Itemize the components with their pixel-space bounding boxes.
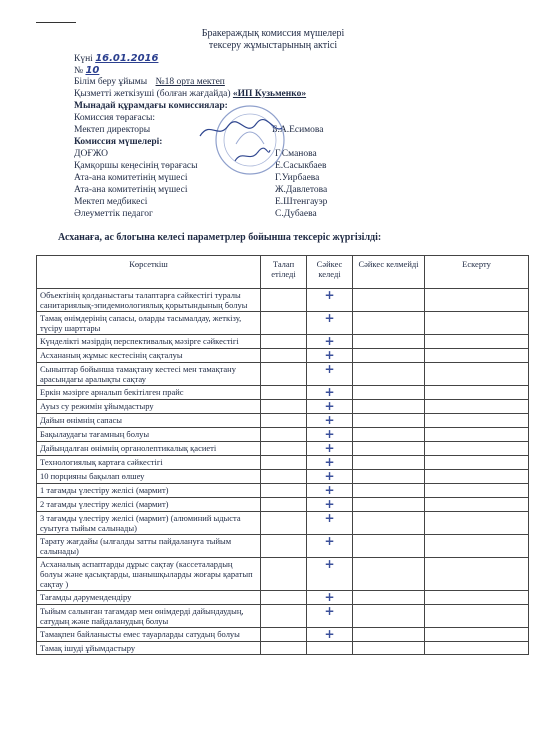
required-cell — [261, 628, 307, 642]
required-cell — [261, 512, 307, 535]
table-row — [37, 428, 529, 442]
column-header: Ескерту — [425, 256, 529, 289]
check-mark: + — [324, 469, 335, 483]
member-role: Ата-ана комитетінің мүшесі — [74, 185, 188, 195]
noncompliant-cell — [353, 363, 425, 386]
compliant-cell — [307, 535, 353, 558]
table-row — [37, 289, 529, 312]
check-mark: + — [324, 627, 335, 641]
compliant-cell — [307, 400, 353, 414]
check-mark: + — [324, 534, 335, 548]
note-cell — [425, 535, 529, 558]
date-value: 16.01.2016 — [95, 53, 159, 64]
table-row — [37, 535, 529, 558]
noncompliant-cell — [353, 400, 425, 414]
compliant-cell — [307, 442, 353, 456]
member-name: Г.Сманова — [275, 149, 317, 159]
row-text: 2 тағамды үлестіру желісі (мармит) — [37, 498, 261, 512]
date-row — [74, 53, 158, 65]
column-header: Сәйкес келмейді — [353, 256, 425, 289]
required-cell — [261, 414, 307, 428]
note-cell — [425, 349, 529, 363]
row-text: Бақылаудағы тағамның болуы — [37, 428, 261, 442]
note-cell — [425, 558, 529, 591]
row-text: Тарату жағдайы (ылғалды затты пайдалануға тыйым салынады) — [37, 535, 261, 558]
noncompliant-cell — [353, 470, 425, 484]
check-mark: + — [324, 511, 335, 525]
check-mark: + — [324, 590, 335, 604]
table-row — [37, 512, 529, 535]
required-cell — [261, 349, 307, 363]
table-row — [37, 605, 529, 628]
compliant-cell — [307, 558, 353, 591]
noncompliant-cell — [353, 558, 425, 591]
row-text: Тамақпен байланысты емес тауарларды сатудың болуы — [37, 628, 261, 642]
note-cell — [425, 442, 529, 456]
intro-text: Асханаға, ас блогына келесі параметрлер бойынша тексеріс жүргізілді: — [58, 232, 382, 243]
compliant-cell — [307, 498, 353, 512]
check-mark: + — [324, 557, 335, 571]
required-cell — [261, 484, 307, 498]
member-role: Әлеуметтік педагог — [74, 209, 153, 219]
note-cell — [425, 363, 529, 386]
table-row — [37, 628, 529, 642]
members-label: Комиссия мүшелері: — [74, 137, 163, 147]
row-text: Дайындалған өнімнің органолептикалық қасиеті — [37, 442, 261, 456]
note-cell — [425, 428, 529, 442]
number-row — [74, 65, 99, 77]
table-row — [37, 349, 529, 363]
member-signature-image — [232, 146, 272, 166]
compliant-cell — [307, 335, 353, 349]
compliant-cell — [307, 289, 353, 312]
member-role: Мектеп медбикесі — [74, 197, 148, 207]
required-cell — [261, 400, 307, 414]
note-cell — [425, 400, 529, 414]
compliant-cell — [307, 428, 353, 442]
compliant-cell — [307, 470, 353, 484]
required-cell — [261, 428, 307, 442]
table-section-row — [37, 642, 529, 655]
row-text: 3 тағамды үлестіру желісі (мармит) (алюминий ыдыста суытуға тыйым салынады) — [37, 512, 261, 535]
note-cell — [425, 386, 529, 400]
member-name: Е.Штенгауэр — [275, 197, 328, 207]
check-mark: + — [324, 311, 335, 325]
noncompliant-cell — [353, 512, 425, 535]
number-label: № — [74, 66, 84, 76]
noncompliant-cell — [353, 456, 425, 470]
required-cell — [261, 605, 307, 628]
noncompliant-cell — [353, 428, 425, 442]
row-text: Тағамды дәрумендендіру — [37, 591, 261, 605]
required-cell — [261, 386, 307, 400]
table-header-row — [37, 256, 529, 289]
compliant-cell — [307, 349, 353, 363]
date-label: Күні — [74, 54, 93, 64]
required-cell — [261, 442, 307, 456]
table-row — [37, 456, 529, 470]
table-row — [37, 400, 529, 414]
noncompliant-cell — [353, 535, 425, 558]
required-cell — [261, 558, 307, 591]
table-row — [37, 591, 529, 605]
noncompliant-cell — [353, 335, 425, 349]
check-mark: + — [324, 362, 335, 376]
note-cell — [425, 591, 529, 605]
check-mark: + — [324, 413, 335, 427]
noncompliant-cell — [353, 498, 425, 512]
document-title-line1: Бракераждық комиссия мүшелері — [201, 28, 345, 39]
noncompliant-cell — [353, 289, 425, 312]
table-row — [37, 335, 529, 349]
check-mark: + — [324, 483, 335, 497]
number-value: 10 — [85, 65, 100, 76]
noncompliant-cell — [353, 349, 425, 363]
chair-label: Комиссия төрағасы: — [74, 113, 156, 123]
member-role: Ата-ана комитетінің мүшесі — [74, 173, 188, 183]
note-cell — [425, 498, 529, 512]
check-mark: + — [324, 334, 335, 348]
note-cell — [425, 456, 529, 470]
row-text: Технологиялық картаға сәйкестігі — [37, 456, 261, 470]
document-title-line2: тексеру жұмыстарының актісі — [208, 40, 338, 51]
note-cell — [425, 470, 529, 484]
required-cell — [261, 335, 307, 349]
row-text: Тамақ өнімдерінің сапасы, оларды тасымалдау, жеткізу, түсіру шарттары — [37, 312, 261, 335]
row-text: Еркін мәзірге арналып бекітілген прайс — [37, 386, 261, 400]
noncompliant-cell — [353, 484, 425, 498]
section-label: Тамақ ішуді ұйымдастыру — [37, 642, 261, 655]
check-mark: + — [324, 399, 335, 413]
required-cell — [261, 312, 307, 335]
check-mark: + — [324, 427, 335, 441]
note-cell — [425, 289, 529, 312]
note-cell — [425, 484, 529, 498]
director-signature-image — [196, 118, 286, 142]
row-text: Ауыз су режимін ұйымдастыру — [37, 400, 261, 414]
row-text: Асхананың жұмыс кестесінің сақталуы — [37, 349, 261, 363]
check-mark: + — [324, 441, 335, 455]
member-name: Ж.Давлетова — [275, 185, 328, 195]
column-header: Сәйкес келеді — [307, 256, 353, 289]
noncompliant-cell — [353, 605, 425, 628]
noncompliant-cell — [353, 312, 425, 335]
required-cell — [261, 363, 307, 386]
required-cell — [261, 498, 307, 512]
row-text: Дайын өнімнің сапасы — [37, 414, 261, 428]
required-cell — [261, 289, 307, 312]
noncompliant-cell — [353, 442, 425, 456]
member-name: Е.Сасыкбаев — [275, 161, 327, 171]
note-cell — [425, 335, 529, 349]
edge-line — [36, 22, 76, 23]
table-row — [37, 470, 529, 484]
director-name: Б.А.Есимова — [272, 125, 324, 135]
org-label: Білім беру ұйымы — [74, 77, 148, 87]
check-mark: + — [324, 497, 335, 511]
check-mark: + — [324, 455, 335, 469]
compliant-cell — [307, 591, 353, 605]
member-name: С.Дубаева — [275, 209, 317, 219]
compliant-cell — [307, 456, 353, 470]
column-header: Көрсеткіш — [37, 256, 261, 289]
required-cell — [261, 535, 307, 558]
check-mark: + — [324, 385, 335, 399]
row-text: 1 тағамды үлестіру желісі (мармит) — [37, 484, 261, 498]
noncompliant-cell — [353, 386, 425, 400]
note-cell — [425, 512, 529, 535]
inspection-table — [36, 255, 529, 655]
compliant-cell — [307, 386, 353, 400]
supplier-label: Қызметті жеткізуші (болған жағдайда) — [74, 89, 231, 99]
row-text: Сыныптар бойынша тамақтану кестесі мен тамақтану арасындағы аралықты сақтау — [37, 363, 261, 386]
compliant-cell — [307, 312, 353, 335]
note-cell — [425, 312, 529, 335]
noncompliant-cell — [353, 628, 425, 642]
table-row — [37, 498, 529, 512]
table-row — [37, 363, 529, 386]
required-cell — [261, 470, 307, 484]
compliant-cell — [307, 512, 353, 535]
row-text: Тыйым салынған тағамдар мен өнімдерді дайындаудың, сатудың және пайдаланудың болуы — [37, 605, 261, 628]
org-row — [74, 77, 225, 88]
noncompliant-cell — [353, 414, 425, 428]
table-row — [37, 312, 529, 335]
row-text: Объектінің қолданыстағы талаптарға сәйкестігі туралы санитариялық-эпидемиологиялық қорытындының болуы — [37, 289, 261, 312]
member-role: ДОҒЖО — [74, 149, 108, 159]
supplier-value: «ИП Кузьменко» — [232, 89, 307, 99]
note-cell — [425, 628, 529, 642]
compliant-cell — [307, 628, 353, 642]
required-cell — [261, 591, 307, 605]
org-value: №18 орта мектеп — [155, 77, 225, 87]
compliant-cell — [307, 605, 353, 628]
table-row — [37, 386, 529, 400]
row-text: Асханалық аспаптарды дұрыс сақтау (кассеталардың болуы және қасықтарды, шанышқыларды жоғары қаратып сақтау ) — [37, 558, 261, 591]
note-cell — [425, 605, 529, 628]
composition-label: Мынадай құрамдағы комиссиялар: — [74, 101, 228, 111]
noncompliant-cell — [353, 591, 425, 605]
compliant-cell — [307, 484, 353, 498]
member-role: Қамқоршы кеңесінің төрағасы — [74, 161, 198, 171]
check-mark: + — [324, 348, 335, 362]
row-text: 10 порцияны бақылап өлшеу — [37, 470, 261, 484]
table-row — [37, 484, 529, 498]
note-cell — [425, 414, 529, 428]
table-row — [37, 414, 529, 428]
compliant-cell — [307, 363, 353, 386]
table-row — [37, 558, 529, 591]
required-cell — [261, 456, 307, 470]
row-text: Күнделікті мәзірдің перспективалық мәзірге сәйкестігі — [37, 335, 261, 349]
table-row — [37, 442, 529, 456]
supplier-row — [74, 89, 306, 100]
check-mark: + — [324, 288, 335, 302]
member-name: Г.Уирбаева — [275, 173, 320, 183]
director-label: Мектеп директоры — [74, 125, 151, 135]
check-mark: + — [324, 604, 335, 618]
column-header: Талап етіледі — [261, 256, 307, 289]
compliant-cell — [307, 414, 353, 428]
